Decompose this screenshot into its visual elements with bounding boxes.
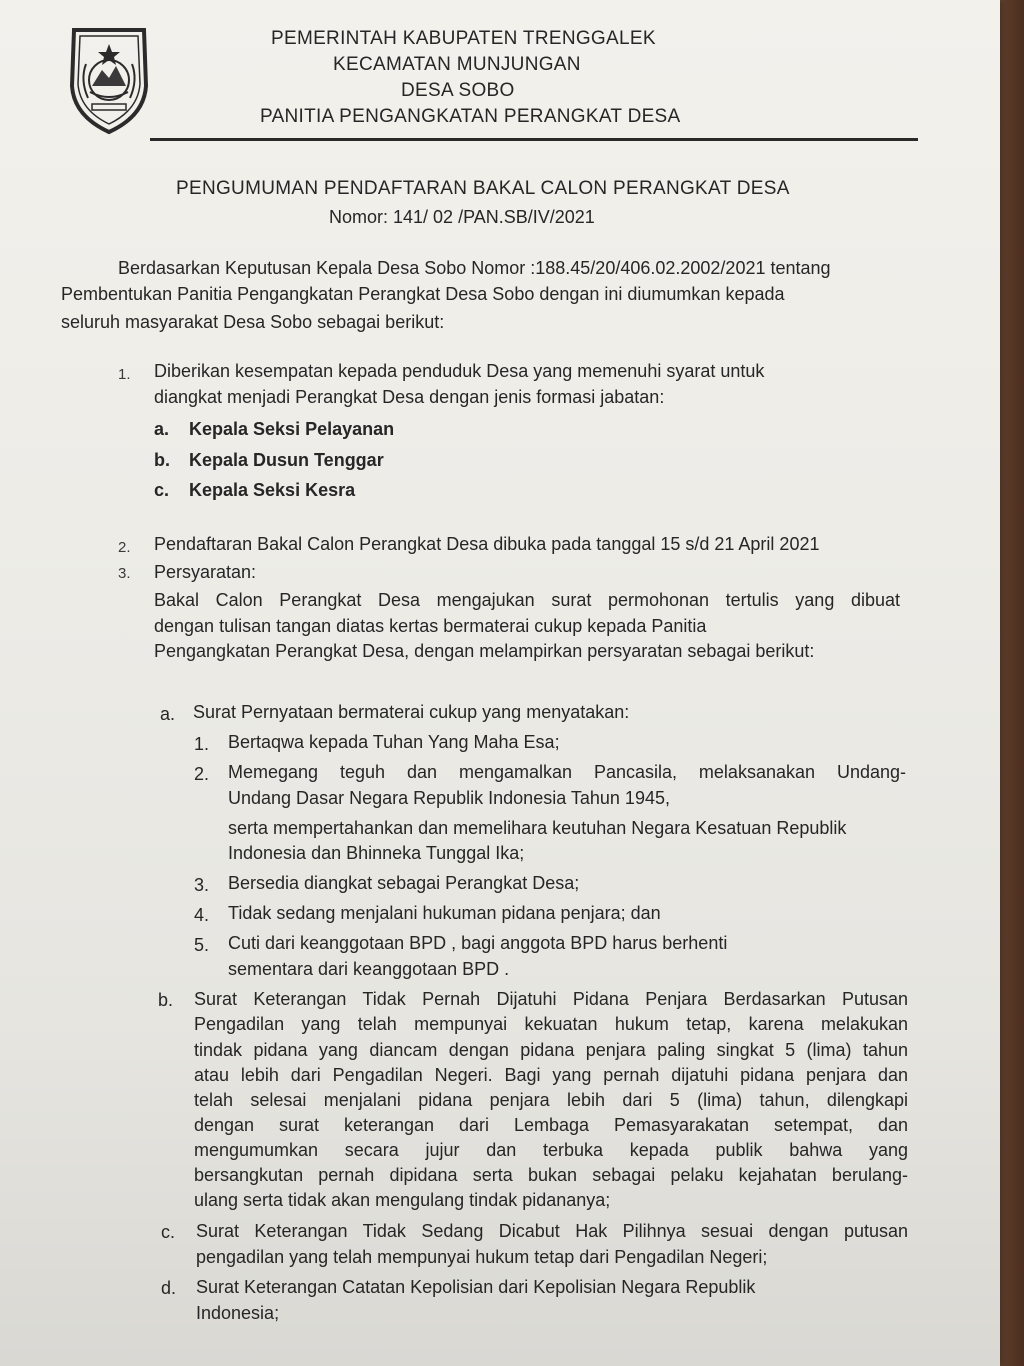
subitem-text: serta mempertahankan dan memelihara keutuhan Negara Kesatuan Republik: [228, 818, 847, 838]
item-number: 3.: [118, 565, 131, 582]
header-committee: PANITIA PENGANGKATAN PERANGKAT DESA: [260, 106, 681, 127]
subitem-number: 3.: [194, 875, 210, 895]
subitem-number: 5.: [194, 935, 210, 955]
item2-text: Pendaftaran Bakal Calon Perangkat Desa dibuka pada tanggal 15 s/d 21 April 2021: [154, 534, 820, 554]
requirement-b-line: bersangkutan pernah dipidana serta bukan sebagai pelaku kejahatan berulang-: [194, 1165, 908, 1185]
requirement-b-line: atau lebih dari Pengadilan Negeri. Bagi yang pernah dijatuhi pidana penjara dan: [194, 1065, 908, 1085]
requirement-b-line: mengumumkan secara jujur dan terbuka kepada publik bahwa yang: [194, 1140, 908, 1160]
requirement-letter: d.: [161, 1278, 177, 1298]
item3-line: Pengangkatan Perangkat Desa, dengan melampirkan persyaratan sebagai berikut:: [154, 641, 815, 661]
announcement-number: Nomor: 141/ 02 /PAN.SB/IV/2021: [329, 207, 595, 227]
item3-line: Bakal Calon Perangkat Desa mengajukan surat permohonan tertulis yang dibuat: [154, 590, 900, 610]
requirement-letter: b.: [158, 990, 174, 1010]
subitem-number: 4.: [194, 905, 210, 925]
position-name: Kepala Dusun Tenggar: [189, 450, 384, 470]
intro-line: Berdasarkan Keputusan Kepala Desa Sobo Nomor :188.45/20/406.02.2002/2021 tentang: [118, 258, 831, 278]
requirement-letter: a.: [160, 704, 176, 724]
subitem-text: sementara dari keanggotaan BPD .: [228, 959, 510, 979]
item1-line: Diberikan kesempatan kepada penduduk Desa yang memenuhi syarat untuk: [154, 361, 765, 381]
subitem-number: 1.: [194, 734, 210, 754]
header-divider: [150, 138, 918, 141]
position-name: Kepala Seksi Pelayanan: [189, 419, 395, 439]
header-government: PEMERINTAH KABUPATEN TRENGGALEK: [271, 28, 656, 49]
header-village: DESA SOBO: [401, 80, 515, 101]
requirement-b-line: Surat Keterangan Tidak Pernah Dijatuhi Pidana Penjara Berdasarkan Putusan: [194, 989, 908, 1009]
requirement-b-line: dengan surat keterangan dari Lembaga Pemasyarakatan setempat, dan: [194, 1115, 908, 1135]
requirement-c-line: Surat Keterangan Tidak Sedang Dicabut Hak Pilihnya sesuai dengan putusan: [196, 1221, 908, 1241]
requirement-b-line: tindak pidana yang diancam dengan pidana penjara paling singkat 5 (lima) tahun: [194, 1040, 908, 1060]
announcement-title: PENGUMUMAN PENDAFTARAN BAKAL CALON PERANGKAT DESA: [176, 178, 790, 199]
requirement-b-line: telah selesai menjalani pidana penjara lebih dari 5 (lima) tahun, dilengkapi: [194, 1090, 908, 1110]
subitem-text: Undang Dasar Negara Republik Indonesia Tahun 1945,: [228, 788, 670, 808]
item3-line: dengan tulisan tangan diatas kertas bermaterai cukup kepada Panitia: [154, 616, 707, 636]
position-name: Kepala Seksi Kesra: [189, 480, 356, 500]
position-letter: b.: [154, 450, 170, 470]
subitem-text: Bersedia diangkat sebagai Perangkat Desa;: [228, 873, 580, 893]
intro-line: seluruh masyarakat Desa Sobo sebagai berikut:: [61, 312, 445, 332]
position-letter: c.: [154, 480, 170, 500]
item-number: 1.: [118, 366, 131, 383]
position-letter: a.: [154, 419, 170, 439]
subitem-number: 2.: [194, 764, 210, 784]
item3-label: Persyaratan:: [154, 562, 257, 582]
item-number: 2.: [118, 539, 131, 556]
regency-emblem-icon: [66, 24, 152, 136]
subitem-text: Indonesia dan Bhinneka Tunggal Ika;: [228, 843, 525, 863]
header-district: KECAMATAN MUNJUNGAN: [333, 54, 581, 75]
subitem-text: Tidak sedang menjalani hukuman pidana penjara; dan: [228, 903, 661, 923]
requirement-b-line: Pengadilan yang telah mempunyai kekuatan hukum tetap, karena melakukan: [194, 1014, 908, 1034]
requirement-d-line: Indonesia;: [196, 1303, 280, 1323]
intro-line: Pembentukan Panitia Pengangkatan Perangkat Desa Sobo dengan ini diumumkan kepada: [61, 284, 785, 304]
requirement-letter: c.: [161, 1222, 176, 1242]
requirement-c-line: pengadilan yang telah mempunyai hukum tetap dari Pengadilan Negeri;: [196, 1247, 768, 1267]
subitem-text: Bertaqwa kepada Tuhan Yang Maha Esa;: [228, 732, 560, 752]
subitem-text: Memegang teguh dan mengamalkan Pancasila, melaksanakan Undang-: [228, 762, 906, 782]
subitem-text: Cuti dari keanggotaan BPD , bagi anggota BPD harus berhenti: [228, 933, 728, 953]
item1-line: diangkat menjadi Perangkat Desa dengan jenis formasi jabatan:: [154, 387, 665, 407]
requirement-a-text: Surat Pernyataan bermaterai cukup yang menyatakan:: [193, 702, 630, 722]
requirement-d-line: Surat Keterangan Catatan Kepolisian dari Kepolisian Negara Republik: [196, 1277, 756, 1297]
requirement-b-line: ulang serta tidak akan mengulang tindak pidananya;: [194, 1190, 611, 1210]
